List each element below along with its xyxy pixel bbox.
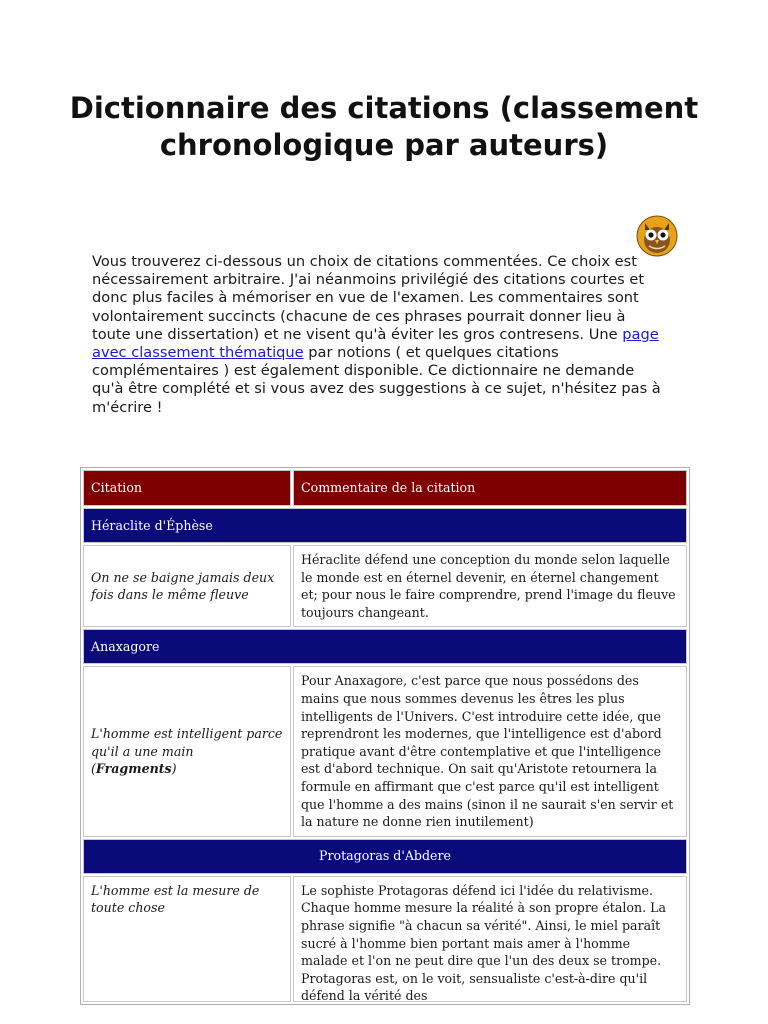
table-row [83,876,687,1002]
quote-cell: On ne se baigne jamais deux fois dans le même fleuve [83,545,291,627]
author-name: Anaxagore [83,629,687,664]
author-row [83,839,687,874]
comment-cell: Héraclite défend une conception du monde selon laquelle le monde est en éternel devenir, en éternel changement et; pour nous le faire comprendre, prend l'image du fleuve toujours changeant. [293,545,687,627]
quote-text: L'homme est intelligent parce qu'il a une main ( [91,726,283,777]
comment-cell: Pour Anaxagore, c'est parce que nous possédons des mains que nous sommes devenus les êtres les plus intelligents de l'Univers. C'est introduire cette idée, que reprendront les modernes, que l'intelligence est d'abord pratique avant d'être contemplative et que l'intelligence est d'abord technique. On sait qu'Aristote retournera la formule en affirmant que c'est parce qu'il est intelligent que l'homme a des mains (sinon il ne saurait s'en servir et la nature ne donne rien inutilement) [293,666,687,836]
author-name: Héraclite d'Éphèse [83,508,687,543]
author-row [83,508,687,543]
quote-cell: L'homme est la mesure de toute chose [83,876,291,1002]
quote-text-end: ) [171,761,177,777]
author-name: Protagoras d'Abdere [83,839,687,874]
intro-text-before: Vous trouverez ci-dessous un choix de citations commentées. Ce choix est nécessairement arbitraire. J'ai néanmoins privilégié des citations courtes et donc plus faciles à mémoriser en vue de l'examen. Les commentaires sont volontairement succincts (chacune de ces phrases pourrait donner lieu à toute une dissertation) et ne visent qu'à éviter les gros contresens. Une [92,253,645,343]
comment-text: Le sophiste Protagoras défend ici l'idée du relativisme. Chaque homme mesure la réalité à son propre étalon. La phrase signifie "à chacun sa vérité". Ainsi, le miel paraît sucré à l'homme bien portant mais amer à l'homme malade et l'on ne peut dire que l'un des deux se trompe. Protagoras est, on le voit, sensualiste c'est-à-dire qu'il défend la vérité des [301,882,666,1004]
intro-paragraph [92,253,664,417]
table-row [83,666,687,836]
table-row [83,545,687,627]
comment-cell [293,876,687,1002]
header-citation: Citation [83,470,291,506]
table-header-row [83,470,687,506]
quote-source: Fragments [95,761,172,777]
citations-table [80,467,690,1005]
owl-icon [636,215,678,257]
page-title: Dictionnaire des citations (classement chronologique par auteurs) [69,91,699,162]
quote-cell [83,666,291,836]
intro-text-after: par notions ( et quelques citations complémentaires ) est également disponible. Ce dictionnaire ne demande qu'à être complété et si vous avez des suggestions à ce sujet, n'hésitez pas à m'écrire ! [92,344,661,416]
header-commentaire: Commentaire de la citation [293,470,687,506]
thematic-page-link[interactable]: page avec classement thématique [92,325,659,362]
author-row [83,629,687,664]
